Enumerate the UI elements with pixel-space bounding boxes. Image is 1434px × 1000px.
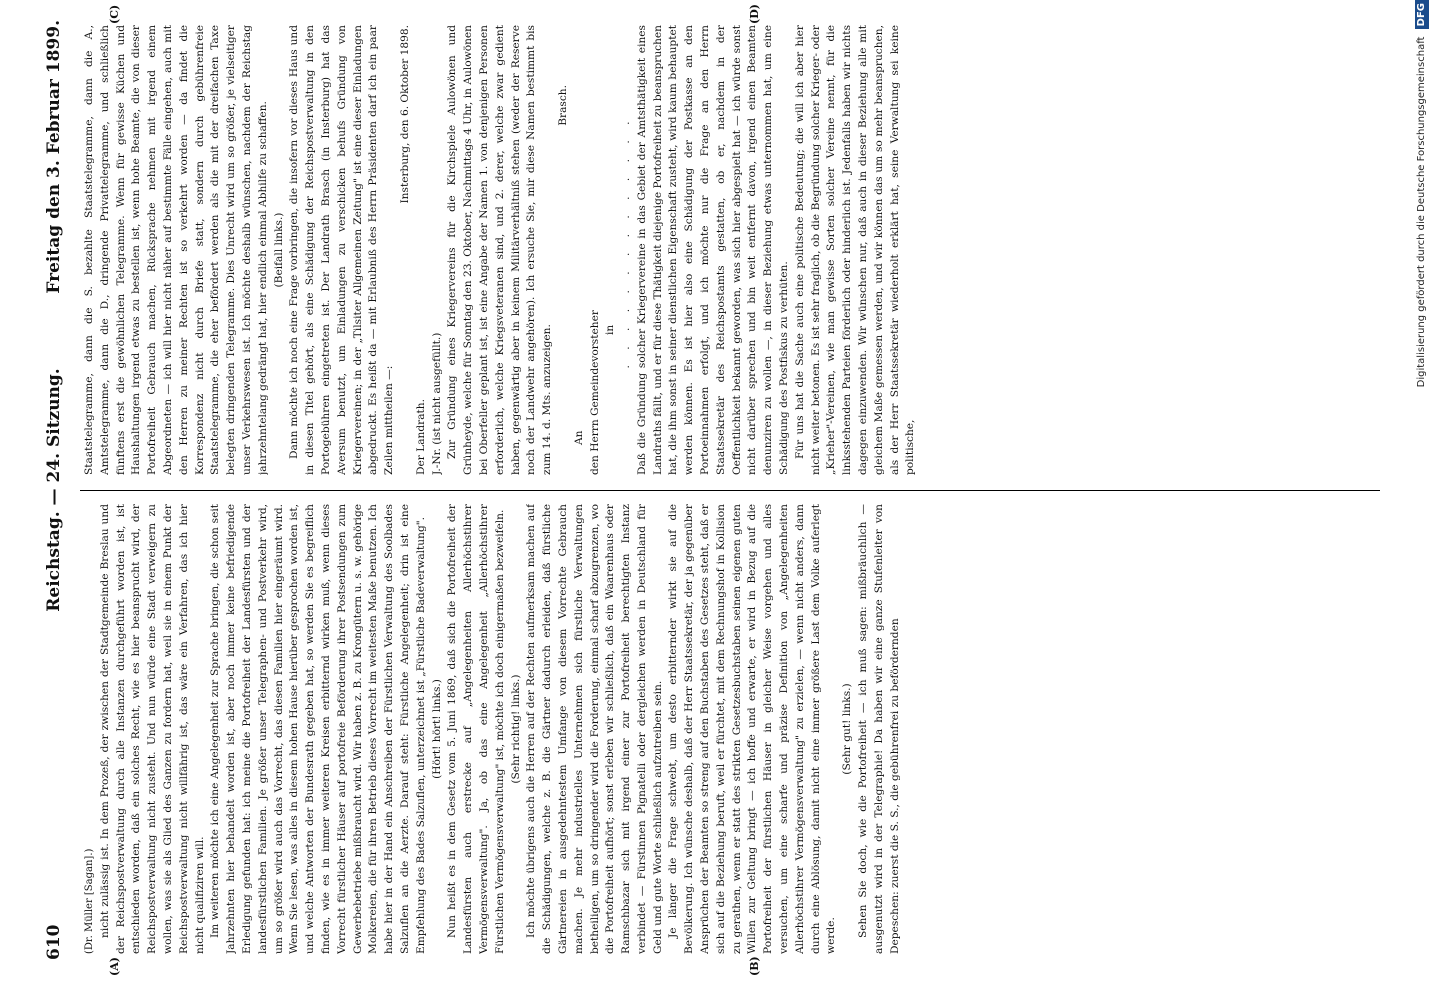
paragraph: Dann möchte ich noch eine Frage vorbringen, die insofern vor dieses Haus und in diesen Titel gehört, als eine Schädigung der Reichspostverwaltung in den Portogebühren eingetreten ist. Der Landrath Brasch (in Insterburg) hat das Aversum benutzt, um Einladungen zu verschicken behufs Gründung von Kriegervereinen; in der „Tilsiter Allgemeinen Zeitung" ist eine dieser Einladungen abgedruckt. Es heißt da — mit Erlaubniß des Herrn Präsidenten darf ich ein paar Zeilen mittheilen —:: [288, 25, 396, 475]
letter-signature: Brasch.: [556, 85, 569, 126]
column-divider: [80, 490, 1380, 491]
paragraph: Staatstelegramme, dann die S. bezahlte Staatstelegramme, dann die A., Amtstelegramme, dann die D., dringende Privattelegramme, und schließlich fünftens erst die gewöhnlichen Telegramme. Wenn für gewisse Küchen und Haushaltungen irgend etwas zu bestellen ist, wenn hohe Beamte, die von dieser Portofreiheit Gebrauch machen, Rücksprache nehmen mit irgend einem Abgeordneten — ich will hier nicht näher auf bestimmte Fälle eingehen, auch mit den Herren zu meiner Rechten ist so verkehrt worden — da findet die Korrespondenz nicht durch Briefe statt, sondern durch gebührenfreie Staatstelegramme, die eher befördert werden als die mit der dreifachen Taxe belegten dringenden Telegramme. Dies Unrecht wird um so größer, je vielseitiger unser Verkehrswesen ist. Ich möchte deshalb wünschen, nachdem der Reichstag jahrzehntelang gedrängt hat, hier endlich einmal Abhilfe zu schaffen.: [83, 25, 269, 475]
margin-marker-c: (C): [108, 4, 121, 24]
letter-dateline: Insterburg, den 6. Oktober 1898.: [398, 25, 411, 204]
paragraph: nicht zulässig ist. In dem Prozeß, der zwischen der Stadtgemeinde Breslau und der Reichspostverwaltung durch alle Instanzen durchgeführt worden ist, ist entschieden worden, daß ein solches Recht, wie es hier beansprucht wird, der Reichspostverwaltung nicht zusteht. Und nun würde eine Stadt verweigern zu wollen, was sie als Glied des Ganzen zu fordern hat, weil sie in einem Punkt der Reichspostverwaltung nicht willfährig ist, das wäre ein Verfahren, das ich hier nicht qualifiziren will.: [98, 504, 206, 954]
letter-addressee-line: An: [572, 430, 585, 445]
page-date: Freitag den 3. Februar 1899.: [44, 20, 64, 294]
page-title: Reichstag. — 24. Sitzung.: [44, 368, 64, 612]
paragraph: Je länger die Frage schwebt, um desto erbitternder wirkt sie auf die Bevölkerung. Ich wünsche deshalb, daß der Herr Staatssekretär, der ja gegenüber Ansprüchen der Beamten so streng auf den Buchstaben des Gesetzes steht, daß er sich auf die Beziehung beruft, weil er fürchtet, mit dem Rechnungshof in Kollision zu gerathen, wenn er statt des strikten Gesetzesbuchstaben seinen eigenen guten Willen zur Geltung bringt — ich hoffe und erwarte, er wird in Bezug auf die Portofreiheit der fürstlichen Häuser in gleicher Weise vorgehen und alles versuchen, um eine scharfe und präzise Definition von „Angelegenheiten Allerhöchstihrer Vermögensverwaltung" zu erzielen, — wenn nicht anders, dann durch eine Ablösung, damit nicht eine immer größere Last dem Volke auferlegt werde.: [667, 504, 838, 954]
paragraph: Nun heißt es in dem Gesetz vom 5. Juni 1869, daß sich die Portofreiheit der Landesfürsten auch erstrecke auf „Angelegenheiten Allerhöchstihrer Vermögensverwaltung". Ja, ob das eine Angelegenheit „Allerhöchstihrer Fürstlichen Vermögensverwaltung" ist, möchte ich doch einigermaßen bezweifeln.: [446, 504, 506, 954]
credit-text: Digitalisierung gefördert durch die Deutsche Forschungsgemeinschaft: [1416, 36, 1427, 388]
digitization-credit: [1404, 0, 1434, 1000]
margin-marker-a: (A): [108, 957, 121, 976]
letter-addressee: den Herrn Gemeindevorsteher: [588, 310, 601, 475]
paragraph: Ich möchte übrigens auch die Herren auf der Rechten aufmerksam machen auf die Schädigungen, welche z. B. die Gärtner dadurch erleiden, daß fürstliche Gärtnereien in ausgedehntestem Umfange von diesem Vorrechte Gebrauch machen. Je mehr industrielles Unternehmen sich fürstliche Verwaltungen betheiligen, um so dringender wird die Forderung, einmal scharf abzugrenzen, wo die Portofreiheit aufhört; sonst erleben wir schließlich, daß ein Waarenhaus oder Ramschbazar sich mit irgend einer zur Portofreiheit berechtigten Instanz verbindet — Fürstinnen Pignatelli oder dergleichen werden in Deutschland für Geld und gute Worte schließlich aufzutreiben sein.: [525, 504, 664, 954]
margin-marker-d: (D): [748, 4, 761, 24]
paragraph: Daß die Gründung solcher Kriegervereine in das Gebiet der Amtsthätigkeit eines Landraths fällt, und er für diese Thätigkeit diejenige Portofreiheit zu beanspruchen hat, die ihm sonst in seiner dienstlichen Eigenschaft zusteht, wird kaum behauptet werden können. Es ist hier also eine Schädigung der Postkasse an den Portoeinnahmen erfolgt, und ich möchte nur die Frage an den Herrn Staatssekretär des Reichspostamts gestatten, ob er, nachdem in der Oeffentlichkeit bekannt geworden, was sich hier abgespielt hat — ich würde sonst nicht darüber sprechen und bin weit entfernt davon, irgend einen Beamten denunziren zu wollen —, in dieser Beziehung etwas unternommen hat, um eine Schädigung des Postfiskus zu verhüten.: [635, 25, 791, 475]
paragraph: Für uns hat die Sache auch eine politische Bedeutung; die will ich aber hier nicht weiter betonen. Es ist sehr fraglich, ob die Begründung solcher Krieger- oder „Krieher"-Vereinen, wie man gewisse Sorten solcher Vereine nennt, für die linksstehenden Parteien förderlich oder hinderlich ist. Jedenfalls haben wir nichts dagegen einzuwenden. Wir wünschen nur, daß auch in dieser Beziehung alle mit gleichem Maße gemessen werden, und wir können das um so mehr beanspruchen, als der Herr Staatssekretär wiederholt erklärt hat, seine Verwaltung sei keine politische,: [793, 25, 917, 475]
paragraph: Im weiteren möchte ich eine Angelegenheit zur Sprache bringen, die schon seit Jahrzehnten hier behandelt worden ist, aber noch immer keine befriedigende Erledigung gefunden hat: ich meine die Portofreiheit der Landesfürsten und der landesfürstlichen Familien. Je größer unser Telegraphen- und Postverkehr wird, um so größer wird auch das Vorrecht, das diesen Familien hier eingeräumt wird. Wenn Sie lesen, was alles in diesem hohen Hause hierüber gesprochen worden ist, und welche Antworten der Bundesrath gegeben hat, so werden Sie es begreiflich finden, wie es in immer weiteren Kreisen erbitternd wirken muß, wenn dieses Vorrecht fürstlicher Häuser auf portofreie Beförderung ihrer Postsendungen zum Gewerbebetriebe mißbraucht wird. Wir haben z. B. zu Krongütern u. s. w. gehörige Molkereien, die für ihren Betrieb dieses Vorrecht im weitesten Maße benutzen. Ich habe hier in der Hand ein Anschreiben der Fürstlichen Verwaltung des Soolbades Salzuflen an die Aerzte. Darauf steht: Fürstliche Angelegenheit; drin ist eine Empfehlung des Bades Salzuflen, unterzeichnet ist „Fürstliche Badeverwaltung".: [209, 504, 427, 954]
interjection: (Sehr gut! links.): [841, 683, 854, 775]
paragraph: Sehen Sie doch, wie die Portofreiheit — ich muß sagen: mißbräuchlich — ausgenutzt wird in der Telegraphie! Da haben wir eine ganze Stufenleiter von Depeschen: zuerst die S. S., die gebührenfrei zu befördernden: [857, 504, 901, 954]
credit-line: [1410, 0, 1434, 980]
interjection: (Beifall links.): [272, 212, 285, 288]
dotted-separator: . . . . . . . . . . . . . .: [620, 115, 633, 369]
dfg-logo: DFG: [1415, 0, 1429, 29]
margin-marker-b: (B): [748, 956, 761, 976]
letter-sender: Der Landrath.: [414, 399, 427, 475]
right-column: [82, 25, 1380, 475]
interjection: (Hört! hört! links.): [430, 679, 443, 779]
letter-reference: J.-Nr. (ist nicht ausgefüllt.): [430, 332, 443, 475]
speaker-tag: (Dr. Müller [Sagan].): [84, 848, 95, 954]
letter-addressee-place: in: [604, 324, 617, 335]
page-header: [40, 20, 70, 960]
letter-body: Zur Gründung eines Kriegervereins für die Kirchspiele Aulowönen und Grünheyde, welche für Sonntag den 23. Oktober, Nachmittags 4 Uhr, in Aulowönen bei Oberfeller geplant ist, ist eine Angabe der Namen 1. von denjenigen Personen erforderlich, welche Kriegsveteranen sind, und 2. derer, welche zwar gedient haben, gegenwärtig aber in keinem Militärverhältniß stehen (weder der Reserve noch der Landwehr angehören). Ich ersuche Sie, mir diese Namen bestimmt bis zum 14. d. Mts. anzuzeigen.: [446, 25, 554, 475]
interjection: (Sehr richtig! links.): [509, 674, 522, 784]
page-number: 610: [44, 924, 64, 960]
left-column: [82, 504, 1380, 954]
